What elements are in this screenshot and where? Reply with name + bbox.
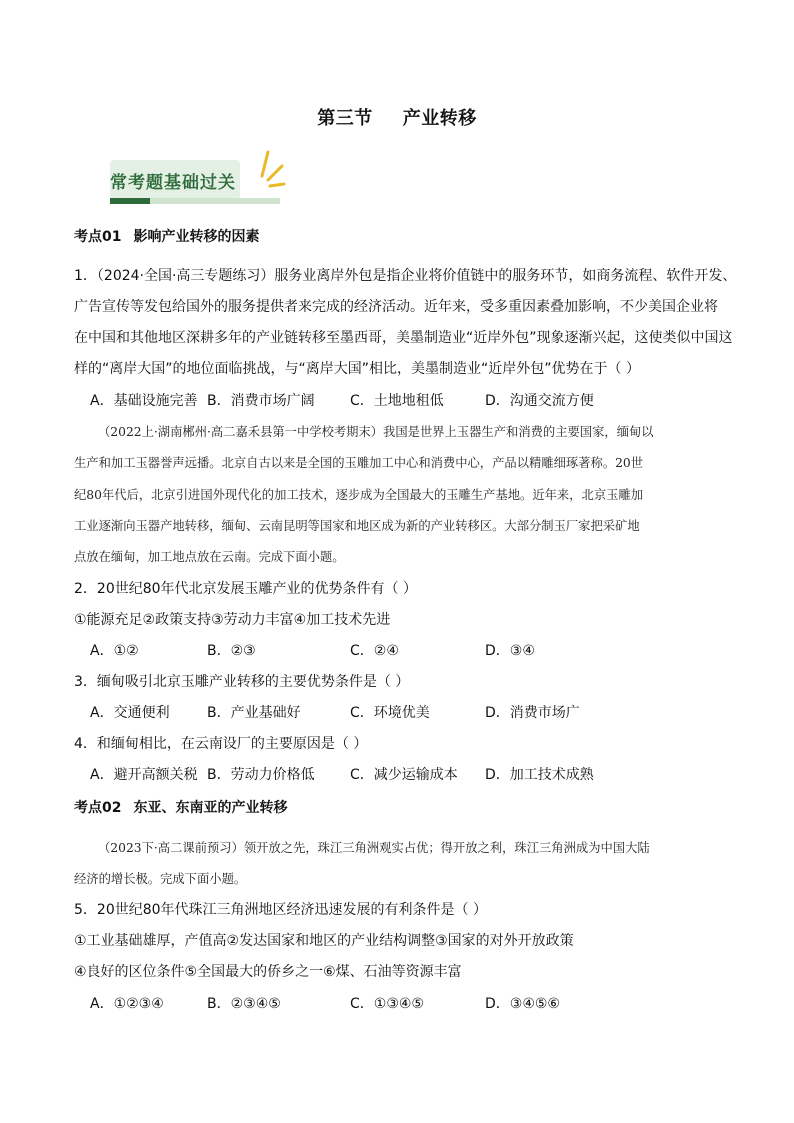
section-number: 第三节 xyxy=(317,108,373,129)
option-b: B．②③④⑤ xyxy=(207,996,281,1012)
section-heading-1 xyxy=(74,226,259,246)
option-b: B．劳动力价格低 xyxy=(207,767,315,783)
option-d: D．沟通交流方便 xyxy=(485,393,594,409)
option-c: C．①③④⑤ xyxy=(350,996,424,1012)
option-b: B．②③ xyxy=(207,643,256,659)
passage-line: 经济的增长极。完成下面小题。 xyxy=(74,872,247,886)
question-conditions: ①能源充足②政策支持③劳动力丰富④加工技术先进 xyxy=(74,612,391,628)
question-stem: 3．缅甸吸引北京玉雕产业转移的主要优势条件是（ ） xyxy=(74,674,410,690)
option-c: C．环境优美 xyxy=(350,705,430,721)
option-d: D．③④ xyxy=(485,643,535,659)
option-b: B．产业基础好 xyxy=(207,705,301,721)
option-a: A．基础设施完善 xyxy=(90,393,198,409)
question-line: 样的“离岸大国”的地位面临挑战，与“离岸大国”相比，美墨制造业“近岸外包”优势在于（ ） xyxy=(74,361,640,377)
passage-line: 工业逐渐向玉器产地转移，缅甸、云南昆明等国家和地区成为新的产业转移区。大部分制玉厂家把采矿地 xyxy=(74,519,640,533)
option-a: A．①② xyxy=(90,643,139,659)
banner-label: 常考题基础过关 xyxy=(110,173,236,193)
option-a: A．交通便利 xyxy=(90,705,170,721)
option-b: B．消费市场广阔 xyxy=(207,393,315,409)
option-c: C．②④ xyxy=(350,643,399,659)
question-line: 广告宣传等发包给国外的服务提供者来完成的经济活动。近年来，受多重因素叠加影响，不少美国企业将 xyxy=(74,299,718,315)
question-conditions: ①工业基础雄厚，产值高②发达国家和地区的产业结构调整③国家的对外开放政策 xyxy=(74,933,574,949)
option-d: D．③④⑤⑥ xyxy=(485,996,560,1012)
question-line: 1．（2024·全国·高三专题练习）服务业离岸外包是指企业将价值链中的服务环节，如商务流程、软件开发、 xyxy=(74,268,737,284)
option-a: A．避开高额关税 xyxy=(90,767,198,783)
question-conditions: ④良好的区位条件⑤全国最大的侨乡之一⑥煤、石油等资源丰富 xyxy=(74,964,462,980)
question-stem: 2．20世纪80年代北京发展玉雕产业的优势条件有（ ） xyxy=(74,581,417,597)
option-a: A．①②③④ xyxy=(90,996,164,1012)
question-stem: 4．和缅甸相比，在云南设厂的主要原因是（ ） xyxy=(74,736,368,752)
section-title: 影响产业转移的因素 xyxy=(133,229,260,245)
question-stem: 5．20世纪80年代珠江三角洲地区经济迅速发展的有利条件是（ ） xyxy=(74,902,487,918)
option-d: D．加工技术成熟 xyxy=(485,767,594,783)
section-point: 考点01 xyxy=(74,229,122,245)
passage-line: 生产和加工玉器誉声远播。北京自古以来是全国的玉雕加工中心和消费中心，产品以精雕细琢著称。20世 xyxy=(74,456,644,470)
question-line: 在中国和其他地区深耕多年的产业链转移至墨西哥，美墨制造业“近岸外包”现象逐渐兴起，这使类似中国这 xyxy=(74,330,733,346)
option-c: C．土地地租低 xyxy=(350,393,444,409)
passage-line: （2023下·高二课前预习）领开放之先，珠江三角洲观实占优；得开放之利，珠江三角洲成为中国大陆 xyxy=(98,841,650,855)
section-point: 考点02 xyxy=(74,800,122,816)
section-name: 产业转移 xyxy=(402,108,477,129)
option-d: D．消费市场广 xyxy=(485,705,580,721)
option-c: C．减少运输成本 xyxy=(350,767,458,783)
passage-line: （2022上·湖南郴州·高二嘉禾县第一中学校考期末）我国是世界上玉器生产和消费的主要国家，缅甸以 xyxy=(98,425,654,439)
passage-line: 点放在缅甸，加工地点放在云南。完成下面小题。 xyxy=(74,550,345,564)
section-heading-2 xyxy=(74,797,287,817)
passage-line: 纪80年代后，北京引进国外现代化的加工技术，逐步成为全国最大的玉雕生产基地。近年来，北京玉雕加 xyxy=(74,488,644,502)
section-title: 东亚、东南亚的产业转移 xyxy=(133,800,288,816)
page-title xyxy=(0,104,794,130)
